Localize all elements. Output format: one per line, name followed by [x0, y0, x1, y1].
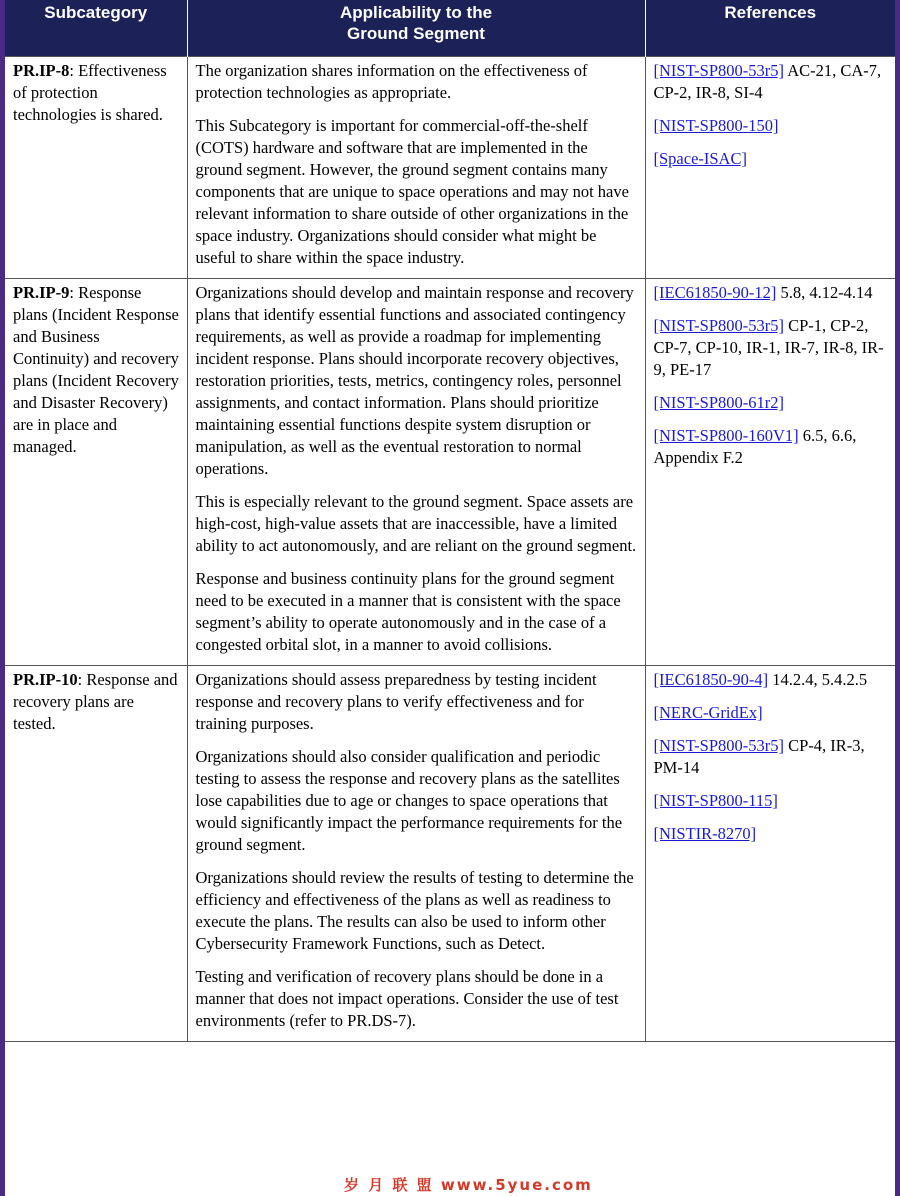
subcategory-id: PR.IP-9: [13, 283, 70, 302]
subcategory-id: PR.IP-10: [13, 670, 78, 689]
reference-entry: [654, 790, 889, 812]
reference-link[interactable]: [NIST-SP800-115]: [653, 791, 778, 810]
reference-entry: [654, 282, 889, 304]
reference-entry: [654, 315, 889, 381]
reference-controls: 5.8, 4.12-4.14: [776, 283, 873, 302]
reference-entry: [654, 425, 889, 469]
reference-link[interactable]: [NIST-SP800-53r5]: [653, 61, 784, 80]
header-applicability: [187, 0, 645, 57]
watermark: 岁 月 联 盟 www.5yue.com: [344, 1176, 593, 1194]
applicability-paragraph: The organization shares information on the effectiveness of protection technologies as appropriate.: [195, 61, 588, 102]
applicability-cell: [187, 666, 645, 1042]
reference-entry: [654, 148, 889, 170]
table-header-row: [5, 0, 895, 57]
reference-link[interactable]: [NIST-SP800-150]: [653, 116, 779, 135]
applicability-paragraph: Testing and verification of recovery plans should be done in a manner that does not impact operations. Consider the use of test environments (refer to PR.DS-7).: [195, 967, 619, 1030]
applicability-cell: [187, 279, 645, 666]
table-row: [5, 279, 895, 666]
reference-entry: [654, 669, 889, 691]
reference-link[interactable]: [IEC61850-90-4]: [653, 670, 769, 689]
applicability-paragraph: This Subcategory is important for commercial-off-the-shelf (COTS) hardware and software that are implemented in the ground segment. However, the ground segment contains many components that are unique to space operations and may not have relevant information to share outside of other organizations in the space industry. Organizations should consider what might be useful to share within the space industry.: [195, 116, 629, 267]
reference-entry: [654, 702, 889, 724]
table-row: [5, 666, 895, 1042]
header-applicability-text: Applicability to the Ground Segment: [339, 3, 493, 43]
applicability-paragraph: Organizations should review the results of testing to determine the efficiency and effectiveness of the plans as well as readiness to execute the plans. The results can also be used to inform other Cybersecurity Framework Functions, such as Detect.: [195, 868, 634, 953]
applicability-paragraph: Response and business continuity plans for the ground segment need to be executed in a manner that is consistent with the space segment’s ability to operate autonomously and in the case of a congested orbital slot, in a manner to avoid collisions.: [195, 569, 621, 654]
table-row: [5, 57, 895, 279]
reference-link[interactable]: [NIST-SP800-61r2]: [653, 393, 784, 412]
reference-link[interactable]: [Space-ISAC]: [653, 149, 747, 168]
applicability-cell: [187, 57, 645, 279]
references-cell: [645, 57, 895, 279]
applicability-paragraph: Organizations should assess preparedness by testing incident response and recovery plans to verify effectiveness and for training purposes.: [195, 670, 597, 733]
reference-entry: [654, 60, 889, 104]
reference-link[interactable]: [NIST-SP800-53r5]: [653, 316, 784, 335]
references-cell: [645, 666, 895, 1042]
reference-entry: [654, 115, 889, 137]
reference-entry: [654, 823, 889, 845]
reference-link[interactable]: [NIST-SP800-160V1]: [653, 426, 799, 445]
header-subcategory: Subcategory: [5, 0, 187, 57]
subcategory-description: : Response and recovery plans are tested.: [13, 670, 178, 733]
references-cell: [645, 279, 895, 666]
reference-entry: [654, 392, 889, 414]
subcategory-id: PR.IP-8: [13, 61, 70, 80]
header-references: References: [645, 0, 895, 57]
reference-controls: CP-1, CP-2, CP-7, CP-10, IR-1, IR-7, IR-8, IR-9, PE-17: [653, 316, 884, 379]
subcategory-cell: [5, 279, 187, 666]
reference-controls: 6.5, 6.6, Appendix F.2: [653, 426, 857, 467]
reference-controls: AC-21, CA-7, CP-2, IR-8, SI-4: [653, 61, 882, 102]
subcategory-description: : Effectiveness of protection technologies is shared.: [13, 61, 167, 124]
reference-link[interactable]: [NIST-SP800-53r5]: [653, 736, 784, 755]
reference-controls: 14.2.4, 5.4.2.5: [768, 670, 868, 689]
applicability-paragraph: This is especially relevant to the ground segment. Space assets are high-cost, high-value assets that are inaccessible, have a limited ability to act autonomously, and are reliant on the ground segment.: [195, 492, 637, 555]
reference-link[interactable]: [IEC61850-90-12]: [653, 283, 777, 302]
reference-link[interactable]: [NISTIR-8270]: [653, 824, 757, 843]
subcategory-table: [5, 0, 895, 1042]
subcategory-cell: [5, 57, 187, 279]
reference-link[interactable]: [NERC-GridEx]: [653, 703, 763, 722]
applicability-paragraph: Organizations should develop and maintain response and recovery plans that identify essential functions and associated contingency requirements, as well as provide a roadmap for implementing incident response. Plans should incorporate recovery objectives, restoration priorities, tests, metrics, contingency roles, personnel assignments, and contact information. Plans should prioritize maintaining essential functions despite system disruption or manipulation, as well as the eventual restoration to normal operations.: [195, 283, 634, 478]
reference-entry: [654, 735, 889, 779]
applicability-paragraph: Organizations should also consider qualification and periodic testing to assess the response and recovery plans as the satellites lose capabilities due to age or changes to space operations that would significantly impact the performance requirements for the ground segment.: [195, 747, 623, 854]
subcategory-description: : Response plans (Incident Response and Business Continuity) and recovery plans (Incident Recovery and Disaster Recovery) are in place and managed.: [13, 283, 179, 456]
subcategory-cell: [5, 666, 187, 1042]
reference-controls: CP-4, IR-3, PM-14: [653, 736, 865, 777]
